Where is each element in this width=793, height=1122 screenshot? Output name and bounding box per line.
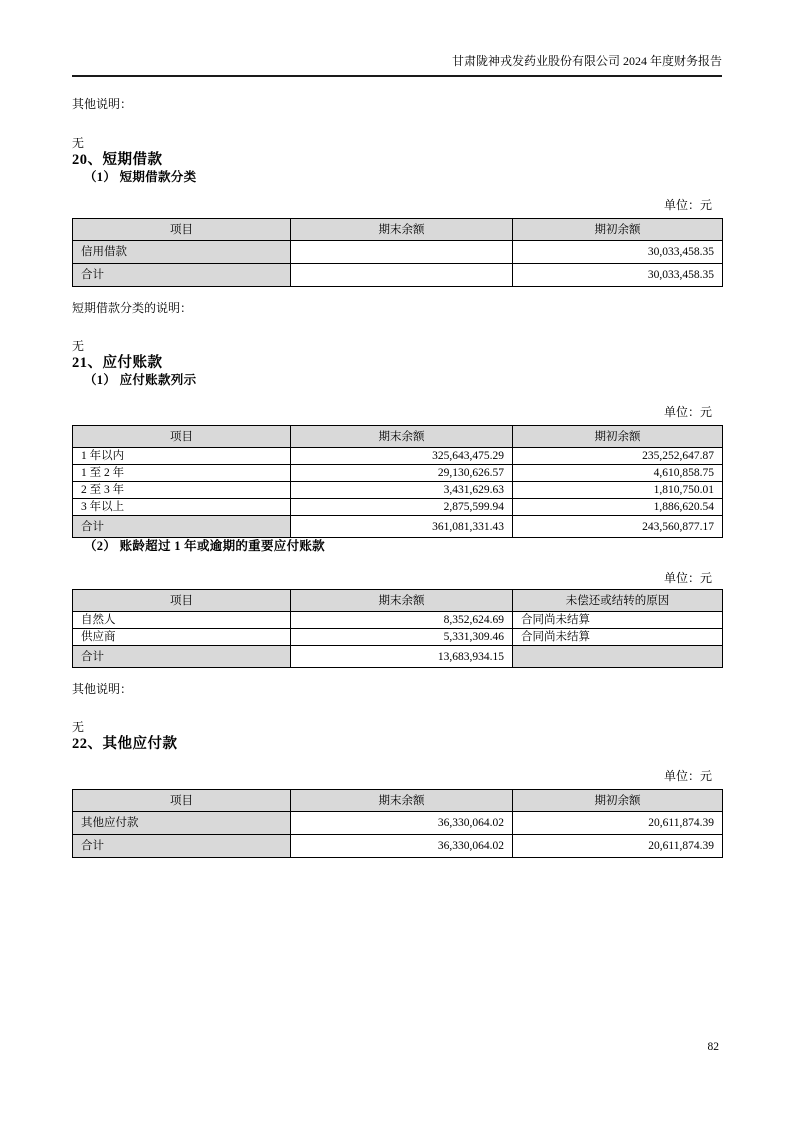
section-20-1-subtitle: （1） 短期借款分类	[84, 170, 197, 184]
section-21-title: 21、应付账款	[72, 355, 163, 371]
section-21-2-subtitle: （2） 账龄超过 1 年或逾期的重要应付账款	[84, 539, 325, 553]
cell-beginning-balance: 30,033,458.35	[513, 264, 723, 287]
short-term-loans-table	[72, 218, 723, 287]
section-21-1-subtitle: （1） 应付账款列示	[84, 373, 197, 387]
col-header-ending-balance: 期末余额	[291, 426, 513, 448]
table-row-total	[73, 264, 723, 287]
cell-ending-balance: 5,331,309.46	[291, 629, 513, 646]
report-header-title: 甘肃陇神戎发药业股份有限公司 2024 年度财务报告	[451, 54, 722, 68]
table-row-total	[73, 516, 723, 538]
short-term-loans-note-label: 短期借款分类的说明：	[72, 301, 193, 315]
cell-beginning-balance: 20,611,874.39	[513, 835, 723, 858]
cell-ending-balance: 13,683,934.15	[291, 646, 513, 668]
col-header-item: 项目	[73, 790, 291, 812]
unit-label: 单位：元	[663, 405, 712, 419]
page-number: 82	[707, 1041, 719, 1053]
cell-ending-balance: 8,352,624.69	[291, 612, 513, 629]
section-22-title: 22、其他应付款	[72, 736, 178, 752]
cell-item: 合计	[73, 646, 291, 668]
cell-ending-balance: 2,875,599.94	[291, 499, 513, 516]
col-header-ending-balance: 期末余额	[291, 790, 513, 812]
col-header-beginning-balance: 期初余额	[513, 790, 723, 812]
table-row	[73, 241, 723, 264]
overdue-payables-table	[72, 589, 723, 668]
table-header-row	[73, 790, 723, 812]
other-notes-label: 其他说明：	[72, 97, 133, 111]
cell-item: 合计	[73, 835, 291, 858]
cell-ending-balance: 36,330,064.02	[291, 835, 513, 858]
cell-beginning-balance: 243,560,877.17	[513, 516, 723, 538]
cell-beginning-balance: 30,033,458.35	[513, 241, 723, 264]
table-row	[73, 465, 723, 482]
other-notes-value: 无	[72, 720, 85, 734]
accounts-payable-table	[72, 425, 723, 538]
col-header-ending-balance: 期末余额	[291, 219, 513, 241]
report-header	[72, 54, 722, 77]
cell-beginning-balance: 1,886,620.54	[513, 499, 723, 516]
cell-item: 自然人	[73, 612, 291, 629]
table-header-row	[73, 590, 723, 612]
col-header-beginning-balance: 期初余额	[513, 426, 723, 448]
cell-item: 合计	[73, 516, 291, 538]
cell-item: 供应商	[73, 629, 291, 646]
table-row	[73, 629, 723, 646]
table-row-total	[73, 835, 723, 858]
col-header-item: 项目	[73, 590, 291, 612]
col-header-reason: 未偿还或结转的原因	[513, 590, 723, 612]
cell-item: 信用借款	[73, 241, 291, 264]
cell-ending-balance: 361,081,331.43	[291, 516, 513, 538]
table-row-total	[73, 646, 723, 668]
cell-ending-balance: 29,130,626.57	[291, 465, 513, 482]
table-row	[73, 499, 723, 516]
cell-item: 其他应付款	[73, 812, 291, 835]
cell-beginning-balance: 1,810,750.01	[513, 482, 723, 499]
unit-label: 单位：元	[663, 571, 712, 585]
cell-reason	[513, 646, 723, 668]
cell-item: 3 年以上	[73, 499, 291, 516]
table-header-row	[73, 426, 723, 448]
cell-item: 2 至 3 年	[73, 482, 291, 499]
col-header-item: 项目	[73, 219, 291, 241]
unit-label: 单位：元	[663, 198, 712, 212]
cell-ending-balance: 36,330,064.02	[291, 812, 513, 835]
cell-reason: 合同尚未结算	[513, 629, 723, 646]
col-header-ending-balance: 期末余额	[291, 590, 513, 612]
section-20-title: 20、短期借款	[72, 152, 163, 168]
cell-beginning-balance: 20,611,874.39	[513, 812, 723, 835]
short-term-loans-note-value: 无	[72, 339, 85, 353]
other-notes-label: 其他说明：	[72, 682, 133, 696]
cell-ending-balance	[291, 264, 513, 287]
cell-ending-balance: 3,431,629.63	[291, 482, 513, 499]
table-row	[73, 612, 723, 629]
table-header-row	[73, 219, 723, 241]
cell-item: 1 至 2 年	[73, 465, 291, 482]
other-notes-value: 无	[72, 136, 85, 150]
cell-beginning-balance: 235,252,647.87	[513, 448, 723, 465]
col-header-beginning-balance: 期初余额	[513, 219, 723, 241]
table-row	[73, 448, 723, 465]
cell-ending-balance: 325,643,475.29	[291, 448, 513, 465]
cell-item: 合计	[73, 264, 291, 287]
col-header-item: 项目	[73, 426, 291, 448]
unit-label: 单位：元	[663, 769, 712, 783]
cell-item: 1 年以内	[73, 448, 291, 465]
table-row	[73, 812, 723, 835]
cell-beginning-balance: 4,610,858.75	[513, 465, 723, 482]
cell-reason: 合同尚未结算	[513, 612, 723, 629]
table-row	[73, 482, 723, 499]
other-payables-table	[72, 789, 723, 858]
cell-ending-balance	[291, 241, 513, 264]
